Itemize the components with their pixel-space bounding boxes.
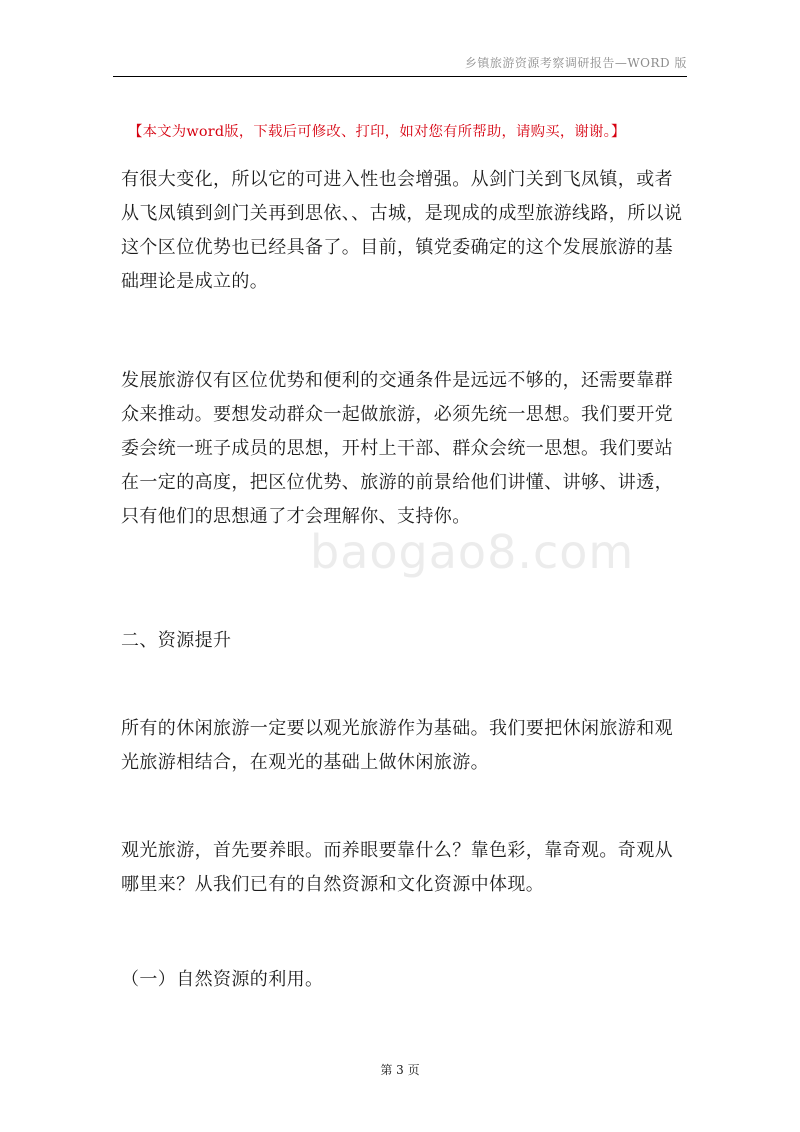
- paragraph-leisure-tourism: 所有的休闲旅游一定要以观光旅游作为基础。我们要把休闲旅游和观光旅游相结合，在观光的基础上做休闲旅游。: [121, 718, 673, 773]
- header-divider: [113, 76, 687, 77]
- document-header-title: 乡镇旅游资源考察调研报告—WORD 版: [464, 56, 687, 70]
- download-notice: 【本文为word版，下载后可修改、打印，如对您有所帮助，请购买，谢谢。】: [128, 124, 626, 140]
- paragraph-mobilize-public: 发展旅游仅有区位优势和便利的交通条件是远远不够的，还需要靠群众来推动。要想发动群众一起做旅游，必须先统一思想。我们要开党委会统一班子成员的思想，开村上干部、群众会统一思想。我们要站在一定的高度，把区位优势、旅游的前景给他们讲懂、讲够、讲透，只有他们的思想通了才会理解你、支持你。: [121, 370, 673, 527]
- page-number: 第 3 页: [380, 1063, 420, 1077]
- section-heading-resource-upgrade: 二、资源提升: [121, 630, 232, 651]
- paragraph-sightseeing: 观光旅游，首先要养眼。而养眼要靠什么？靠色彩，靠奇观。奇观从哪里来？从我们已有的自然资源和文化资源中体现。: [121, 840, 673, 895]
- paragraph-location-advantage: 有很大变化，所以它的可进入性也会增强。从剑门关到飞凤镇，或者从飞凤镇到剑门关再到思依、、古城，是现成的成型旅游线路，所以说这个区位优势也已经具备了。目前，镇党委确定的这个发展旅游的基础理论是成立的。: [121, 169, 683, 292]
- site-watermark: baogao8.com: [310, 525, 635, 579]
- subheading-natural-resources: （一）自然资源的利用。: [121, 969, 324, 990]
